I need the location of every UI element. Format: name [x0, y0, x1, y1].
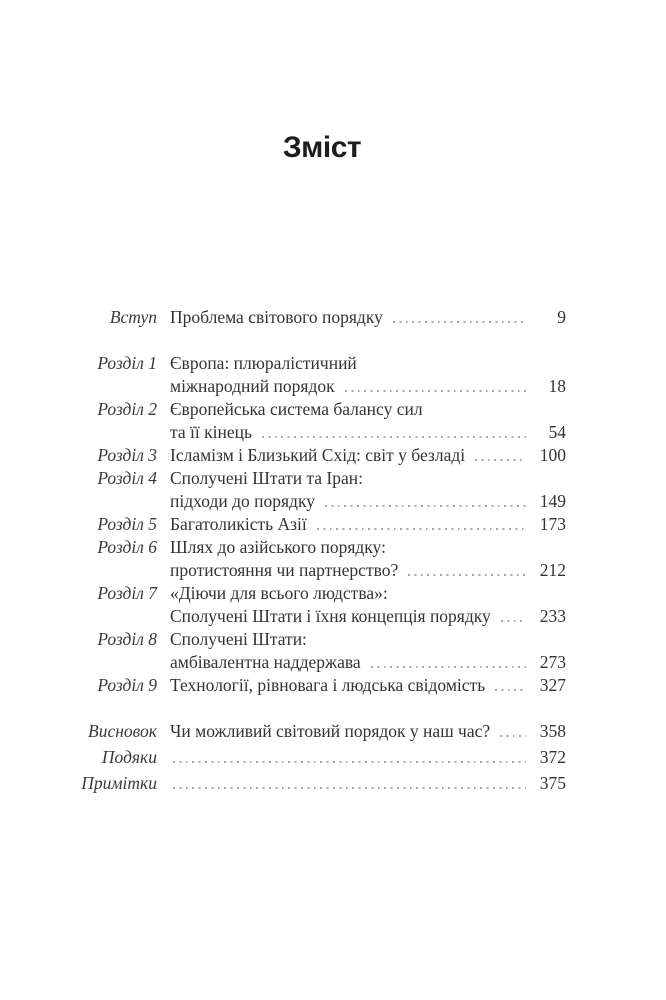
toc-entry-title: Чи можливий світовий порядок у наш час?: [170, 721, 491, 741]
toc-entry-title: протистояння чи партнерство?: [170, 560, 399, 580]
toc-entry-title: Європа: плюралістичний: [170, 353, 357, 373]
dotted-leader: [495, 689, 526, 691]
vertical-space: [60, 697, 566, 720]
dotted-leader: [408, 574, 526, 576]
toc-entry-label: Примітки: [81, 773, 157, 793]
toc-entry-title: Сполучені Штати і їхня концепція порядку: [170, 606, 491, 626]
toc-entry: [60, 772, 566, 795]
page-title: Зміст: [282, 131, 362, 164]
toc-entry: [60, 306, 566, 329]
toc-entry-label: Розділ 1: [97, 353, 157, 373]
toc-entry: [60, 398, 566, 444]
toc-entry: [60, 582, 566, 628]
toc-entry-page-number: 9: [557, 307, 566, 327]
dotted-leader: [173, 787, 526, 789]
dotted-leader: [475, 459, 526, 461]
dotted-leader: [501, 620, 526, 622]
toc-entry-title: «Діючи для всього людства»:: [170, 583, 388, 603]
toc-entry-title: амбівалентна наддержава: [170, 652, 361, 672]
toc-entry-title: Сполучені Штати:: [170, 629, 307, 649]
dotted-leader: [325, 505, 526, 507]
toc-entry-title: Багатоликість Азії: [170, 514, 307, 534]
toc-entry-label: Розділ 3: [97, 445, 157, 465]
dotted-leader: [262, 436, 526, 438]
toc-entry-page-number: 212: [539, 560, 566, 580]
toc-entry-page-number: 173: [539, 514, 566, 534]
toc-entry-page-number: 273: [539, 652, 566, 672]
toc-entry-label: Подяки: [101, 747, 157, 767]
dotted-leader: [345, 390, 526, 392]
toc-entry-title: Шлях до азійського порядку:: [170, 537, 386, 557]
toc-entry-page-number: 358: [539, 721, 566, 741]
dotted-leader: [500, 735, 526, 737]
toc-entry-page-number: 100: [539, 445, 566, 465]
toc-entry-page-number: 233: [539, 606, 566, 626]
dotted-leader: [371, 666, 526, 668]
toc-entry-label: Розділ 7: [97, 583, 157, 603]
toc-entry: [60, 444, 566, 467]
toc-entry-page-number: 149: [539, 491, 566, 511]
toc-entry-title: Ісламізм і Близький Схід: світ у безладі: [170, 445, 466, 465]
toc-entry-label: Розділ 6: [97, 537, 157, 557]
toc-entry-label: Висновок: [88, 721, 157, 741]
toc-entry-title: Сполучені Штати та Іран:: [170, 468, 364, 488]
toc-entry: [60, 720, 566, 743]
toc-entry-label: Розділ 8: [97, 629, 157, 649]
table-of-contents: [60, 306, 566, 795]
toc-entry-label: Вступ: [109, 307, 157, 327]
toc-entry: [60, 746, 566, 769]
dotted-leader: [393, 321, 526, 323]
toc-entry-label: Розділ 4: [97, 468, 157, 488]
toc-entry: [60, 628, 566, 674]
toc-entry-title: підходи до порядку: [170, 491, 315, 511]
toc-entry-label: Розділ 5: [97, 514, 157, 534]
toc-entry-title: Технології, рівновага і людська свідомість: [170, 675, 486, 695]
toc-entry-page-number: 327: [539, 675, 566, 695]
toc-entry-page-number: 372: [539, 747, 566, 767]
dotted-leader: [317, 528, 526, 530]
toc-entry-title: Європейська система балансу сил: [170, 399, 423, 419]
toc-entry-label: Розділ 2: [97, 399, 157, 419]
toc-entry: [60, 352, 566, 398]
toc-entry-title: Проблема світового порядку: [170, 307, 383, 327]
toc-entry-label: Розділ 9: [97, 675, 157, 695]
toc-entry-page-number: 54: [548, 422, 566, 442]
dotted-leader: [173, 761, 526, 763]
toc-entry-title: та її кінець: [170, 422, 252, 442]
toc-entry: [60, 536, 566, 582]
toc-entry: [60, 513, 566, 536]
toc-entry-page-number: 18: [548, 376, 566, 396]
toc-entry: [60, 467, 566, 513]
toc-entry-page-number: 375: [539, 773, 566, 793]
toc-entry-title: міжнародний порядок: [170, 376, 335, 396]
toc-entry: [60, 674, 566, 697]
vertical-space: [60, 329, 566, 352]
